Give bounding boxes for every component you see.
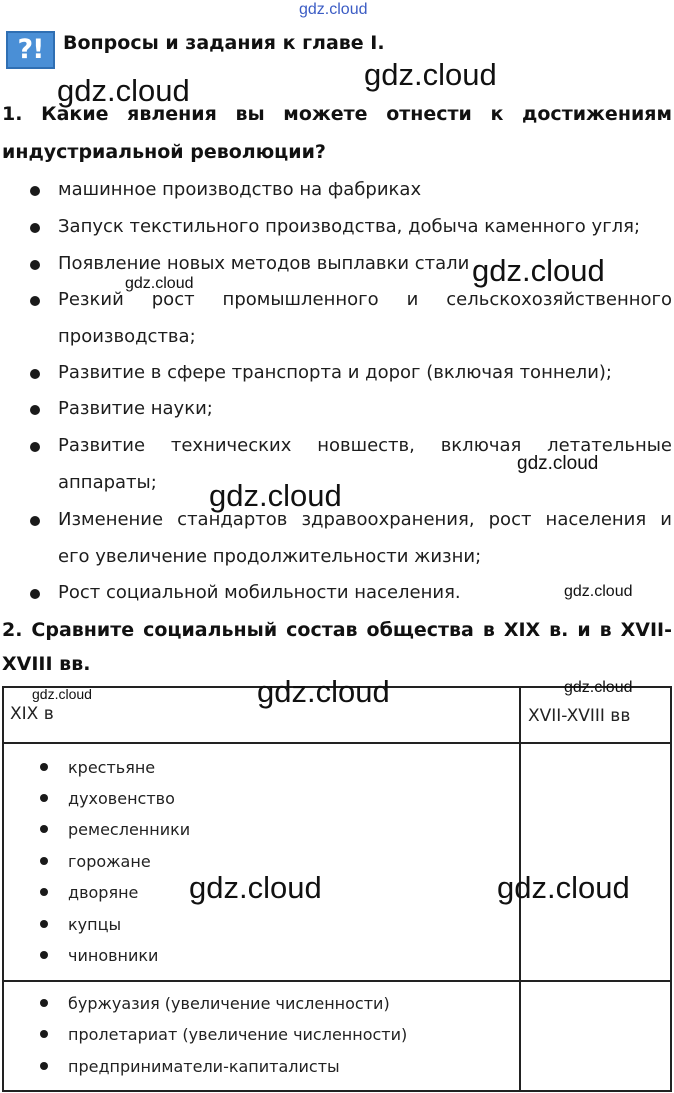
watermark: gdz.cloud: [497, 870, 630, 905]
bullet-icon: [40, 763, 48, 771]
table-cell-text: предприниматели-капиталисты: [68, 1057, 340, 1076]
list-item-text: Появление новых методов выплавки стали: [58, 253, 470, 274]
bullet-icon: [40, 1062, 48, 1070]
question-1-line-2: индустриальной революции?: [2, 141, 326, 163]
bullet-icon: [30, 516, 40, 526]
list-item-text: Запуск текстильного производства, добыча каменного угля;: [58, 216, 641, 237]
watermark: gdz.cloud: [472, 253, 605, 288]
table-header-xvii-xviii: XVII-XVIII вв: [528, 706, 631, 726]
watermark: gdz.cloud: [189, 870, 322, 905]
list-item-continuation: производства;: [58, 326, 196, 347]
bullet-icon: [30, 223, 40, 233]
bullet-icon: [40, 857, 48, 865]
table-cell-text: горожане: [68, 852, 151, 871]
list-item-continuation: его увеличение продолжительности жизни;: [58, 546, 482, 567]
table-cell-text: крестьяне: [68, 758, 156, 777]
watermark: gdz.cloud: [125, 275, 194, 292]
watermark: gdz.cloud: [564, 679, 633, 696]
chapter-title: Вопросы и задания к главе I.: [63, 32, 385, 54]
bullet-icon: [40, 794, 48, 802]
question-exclamation-icon: ?!: [6, 31, 55, 69]
bullet-icon: [40, 1030, 48, 1038]
watermark: gdz.cloud: [299, 1, 368, 18]
list-item-text: Изменение стандартов здравоохранения, рост населения и: [58, 509, 672, 530]
table-cell-text: пролетариат (увеличение численности): [68, 1025, 408, 1044]
question-1-line-1: 1. Какие явления вы можете отнести к достижениям: [2, 103, 672, 125]
bullet-icon: [40, 888, 48, 896]
watermark: gdz.cloud: [517, 453, 599, 474]
list-item-text: машинное производство на фабриках: [58, 179, 422, 200]
watermark: gdz.cloud: [209, 478, 342, 513]
bullet-icon: [40, 951, 48, 959]
watermark: gdz.cloud: [257, 674, 390, 709]
watermark: gdz.cloud: [564, 583, 633, 600]
table-cell-text: духовенство: [68, 789, 175, 808]
bullet-icon: [30, 405, 40, 415]
bullet-icon: [30, 296, 40, 306]
bullet-icon: [40, 999, 48, 1007]
bullet-icon: [40, 825, 48, 833]
table-divider: [4, 742, 670, 744]
list-item-continuation: аппараты;: [58, 472, 157, 493]
table-divider: [4, 980, 670, 982]
question-2-line-1: 2. Сравните социальный состав общества в XIX в. и в XVII-: [2, 619, 672, 641]
bullet-icon: [30, 589, 40, 599]
list-item-text: Развитие науки;: [58, 398, 213, 419]
bullet-icon: [40, 920, 48, 928]
list-item-text: Резкий рост промышленного и сельскохозяйственного: [58, 289, 672, 310]
bullet-icon: [30, 442, 40, 452]
table-cell-text: чиновники: [68, 946, 159, 965]
question-2-line-2: XVIII вв.: [2, 653, 91, 675]
table-cell-text: буржуазия (увеличение численности): [68, 994, 390, 1013]
bullet-icon: [30, 186, 40, 196]
watermark: gdz.cloud: [57, 73, 190, 108]
table-header-xix: XIX в: [10, 704, 54, 724]
bullet-icon: [30, 369, 40, 379]
table-cell-text: ремесленники: [68, 820, 191, 839]
list-item-text: Рост социальной мобильности населения.: [58, 582, 461, 603]
watermark: gdz.cloud: [364, 57, 497, 92]
watermark: gdz.cloud: [32, 686, 92, 702]
list-item-text: Развитие технических новшеств, включая летательные: [58, 435, 672, 456]
table-cell-text: дворяне: [68, 883, 139, 902]
table-cell-text: купцы: [68, 915, 122, 934]
bullet-icon: [30, 260, 40, 270]
list-item-text: Развитие в сфере транспорта и дорог (включая тоннели);: [58, 362, 612, 383]
